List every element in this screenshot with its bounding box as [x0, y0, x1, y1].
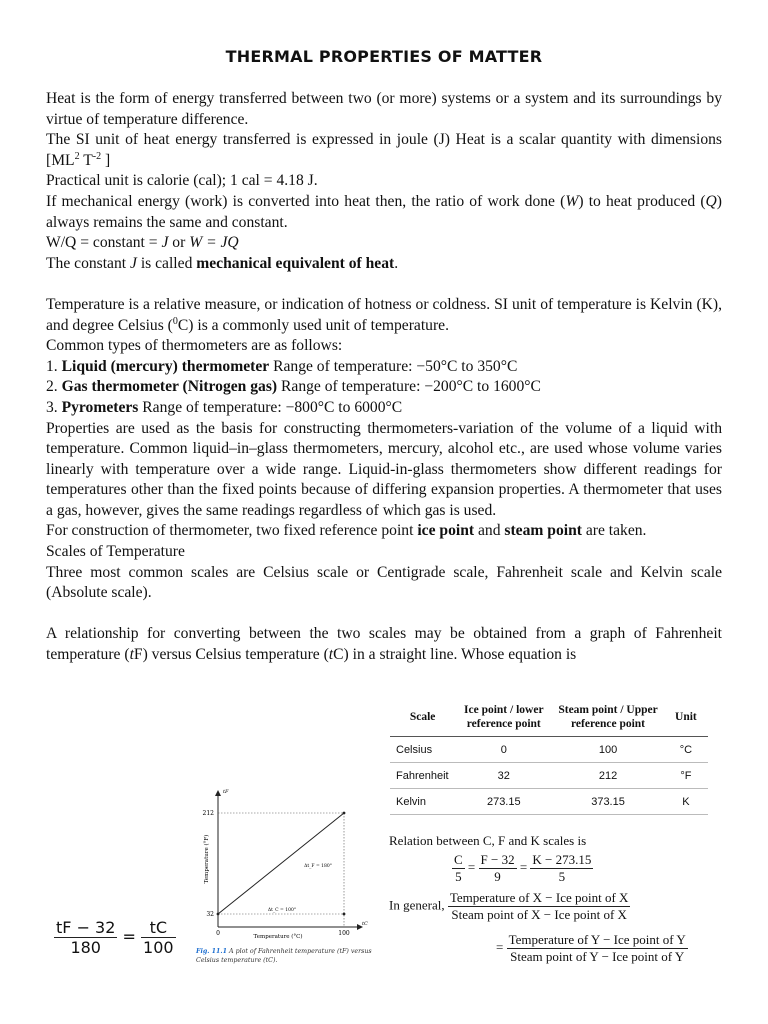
paragraph-mechanical-energy: If mechanical energy (work) is converted into heat then, the ratio of work done (W) to heat produced (Q) always remains the same and constant.	[46, 192, 722, 231]
paragraph-properties: Properties are used as the basis for constructing thermometers-variation of the volume of a liquid with temperature. Common liquid–in–glass thermometers, mercury, alcohol etc., are used whose volume varies linearly with temperature over a wide range. Liquid-in-glass thermometers show different readings for temperatures other than the fixed points because of differing expansion properties. A thermometer that uses a gas, however, gives the same readings regardless of which gas is used.	[46, 419, 722, 519]
y-symbol: tF	[223, 789, 229, 795]
paragraph-fixed-points: For construction of thermometer, two fixed reference point ice point and steam point are taken.	[46, 522, 647, 540]
table-cell: °C	[664, 737, 708, 763]
relation-y-equation: = $\frac{\text{Temperature of Y − Ice point of Y}}{\text{Steam point of Y − Ice point of Y}}$	[496, 932, 686, 964]
scale-table	[390, 698, 708, 815]
paragraph-relationship: A relationship for converting between the two scales may be obtained from a graph of Fahrenheit temperature (tF) versus Celsius temperature (tC) in a straight line. Whose equation is	[46, 625, 722, 664]
table-row	[390, 763, 708, 789]
relation-heading: Relation between C, F and K scales is	[389, 833, 587, 848]
table-cell: K	[664, 789, 708, 815]
fraction-f: $\frac{F - 32}{9}$	[480, 852, 515, 884]
y-tick-32: 32	[206, 911, 214, 918]
fraction-x: $\frac{\text{Temperature of X − Ice point of X}}{\text{Steam point of X − Ice point of X}}$	[449, 890, 629, 922]
paragraph-temperature: Temperature is a relative measure, or indication of hotness or coldness. SI unit of temperature is Kelvin (K), and degree Celsius ($^0$C) is a commonly used unit of temperature.	[46, 295, 722, 334]
steam-point-marker	[343, 913, 346, 916]
x-tick-100: 100	[338, 930, 350, 937]
list-item-pyrometer: 3. Pyrometers Range of temperature: −800°C to 6000°C	[46, 398, 403, 416]
conversion-formula: $\frac{tF - 32}{180}$ = $\frac{tC}{100}$	[56, 918, 174, 957]
table-row	[390, 737, 708, 763]
paragraph-scales-heading: Scales of Temperature	[46, 543, 185, 561]
graph-caption: Fig. 11.1 A plot of Fahrenheit temperature (tF) versus Celsius temperature (tC).	[196, 948, 372, 964]
fraction-k: $\frac{K - 273.15}{5}$	[532, 852, 592, 884]
table-cell: Fahrenheit	[390, 763, 455, 789]
table-header-row	[390, 698, 708, 737]
ice-point-marker	[217, 913, 220, 916]
table-header: Steam point / Upper reference point	[552, 698, 663, 737]
paragraph-calorie: Practical unit is calorie (cal); 1 cal = 4.18 J.	[46, 172, 318, 190]
table-cell: 100	[552, 737, 663, 763]
relation-cfk-equation: $\frac{C}{5}$ = $\frac{F - 32}{9}$ = $\frac{K - 273.15}{5}$	[454, 852, 592, 884]
x-symbol: tC	[362, 921, 368, 927]
table-cell: Kelvin	[390, 789, 455, 815]
table-cell: Celsius	[390, 737, 455, 763]
x-axis-label: Temperature (°C)	[253, 934, 303, 940]
paragraph-thermometer-types: Common types of thermometers are as follows:	[46, 337, 343, 355]
table-header: Unit	[664, 698, 708, 737]
fraction-tc: $\frac{tC}{100}$	[143, 918, 174, 957]
delta-c-label: Δt_C = 100°	[267, 908, 297, 913]
table-cell: 212	[552, 763, 663, 789]
table-cell: °F	[664, 763, 708, 789]
table-header: Scale	[390, 698, 455, 737]
list-item-gas-thermometer: 2. Gas thermometer (Nitrogen gas) Range of temperature: −200°C to 1600°C	[46, 378, 541, 396]
fraction-tf: $\frac{tF - 32}{180}$	[56, 918, 116, 957]
table-row	[390, 789, 708, 815]
x-tick-0: 0	[216, 930, 220, 937]
paragraph-mechanical-equivalent: The constant J is called mechanical equivalent of heat.	[46, 254, 399, 272]
page-title: THERMAL PROPERTIES OF MATTER	[225, 47, 543, 66]
relation-general-equation: In general, $\frac{\text{Temperature of X − Ice point of X}}{\text{Steam point of X − Ice point of X}}$	[389, 890, 629, 922]
fraction-y: $\frac{\text{Temperature of Y − Ice point of Y}}{\text{Steam point of Y − Ice point of Y}}$	[508, 932, 686, 964]
paragraph-heat-definition: Heat is the form of energy transferred between two (or more) systems or a system and its surroundings by virtue of temperature difference.	[46, 90, 722, 128]
list-item-liquid-thermometer: 1. Liquid (mercury) thermometer Range of temperature: −50°C to 350°C	[46, 357, 518, 375]
paragraph-three-scales: Three most common scales are Celsius scale or Centigrade scale, Fahrenheit scale and Kelvin scale (Absolute scale).	[46, 563, 722, 602]
document-body	[46, 89, 722, 666]
delta-f-label: Δt_F = 180°	[304, 864, 332, 869]
fahrenheit-celsius-graph	[192, 787, 372, 947]
table-cell: 373.15	[552, 789, 663, 815]
paragraph-si-unit: The SI unit of heat energy transferred is expressed in joule (J) Heat is a scalar quantity with dimensions [$ML^2$ $T^{-2}$ ]	[46, 131, 722, 169]
y-axis-label: Temperature (°F)	[204, 834, 210, 884]
table-cell: 0	[455, 737, 552, 763]
paragraph-wq-equation: W/Q = constant = J or W = JQ	[46, 234, 239, 252]
steam-point-f-marker	[343, 812, 346, 815]
table-header: Ice point / lower reference point	[455, 698, 552, 737]
y-tick-212: 212	[202, 810, 214, 817]
fraction-c: $\frac{C}{5}$	[454, 852, 463, 884]
table-cell: 273.15	[455, 789, 552, 815]
table-cell: 32	[455, 763, 552, 789]
